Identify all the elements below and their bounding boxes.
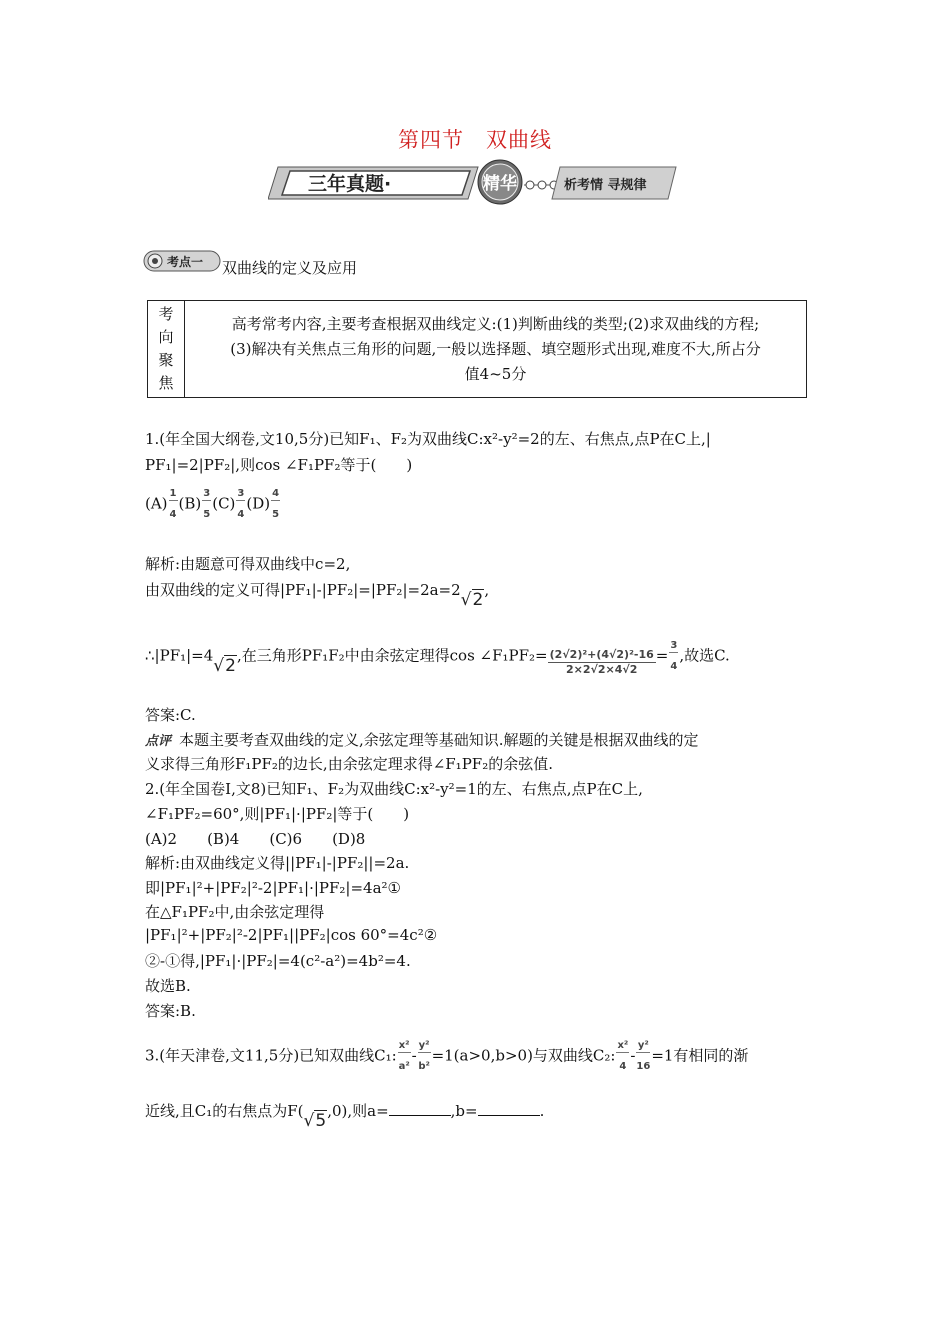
fraction: $\frac{\text{x²}}{4}$ (617, 1040, 629, 1072)
fraction: $\frac{\text{y²}}{16}$ (636, 1040, 651, 1072)
q1-comment-line1: 点评 本题主要考查双曲线的定义,余弦定理等基础知识.解题的关键是根据双曲线的定 (145, 731, 699, 749)
banner-main-text: 三年真题· (308, 173, 392, 195)
focus-body-line: (3)解决有关焦点三角形的问题,一般以选择题、填空题形式出现,难度不大,所占分 (230, 339, 761, 358)
fraction: $\frac{\text{y²}}{\text{b²}}$ (418, 1040, 430, 1072)
q2-solution-line5: ②-①得,|PF₁|·|PF₂|=4(c²-a²)=4b²=4. (145, 952, 411, 970)
section-title: 第四节 双曲线 (398, 128, 552, 152)
q1-stem-line2: PF₁|=2|PF₂|,则cos ∠F₁PF₂等于( ) (145, 456, 413, 474)
sqrt-symbol: √5 (303, 1111, 327, 1131)
focus-body-line: 值4~5分 (464, 364, 527, 383)
focus-head-char: 考 (158, 305, 174, 323)
q3-stem-line2: 近线,且C₁的右焦点为F(√5,0),则a= ,b= . (145, 1102, 545, 1131)
fraction: $\frac{\text{x²}}{\text{a²}}$ (398, 1040, 410, 1072)
focus-head-char: 向 (158, 328, 174, 346)
sqrt-symbol: √2 (213, 655, 236, 676)
cosine-fraction: $\frac{\text{(2√2)²+(4√2)²-16}}{2\times 2√2\times 4√2}$ (549, 648, 654, 676)
answer-blank-b[interactable] (478, 1101, 540, 1116)
banner-tag-text: 析考情 寻规律 (564, 178, 647, 193)
focus-table-body (185, 301, 807, 398)
header-banner (268, 155, 688, 207)
q1-solution-line3: ∴|PF₁|=4√2,在三角形PF₁F₂中由余弦定理得cos ∠F₁PF₂= $\frac{\text{(2√2)²+(4√2)²-16}}{2\times 2√2\times 4√2}=$ $\frac{3}{4}$ ,故选C. (145, 640, 730, 676)
q1-stem-line1: 1.(年全国大纲卷,文10,5分)已知F₁、F₂为双曲线C:x²-y²=2的左、右焦点,点P在C上,| (145, 430, 711, 448)
option-label: (C) (212, 494, 236, 513)
kaodian-title: 双曲线的定义及应用 (222, 259, 358, 277)
q1-comment-line2: 义求得三角形F₁PF₂的边长,由余弦定理求得∠F₁PF₂的余弦值. (145, 755, 553, 773)
focus-table-head (148, 301, 185, 398)
q1-answer: 答案:C. (145, 706, 196, 724)
q2-solution-line4: |PF₁|²+|PF₂|²-2|PF₁||PF₂|cos 60°=4c²② (145, 926, 438, 944)
option-fraction: $\frac{4}{5}$ (272, 488, 280, 520)
q2-stem-line2: ∠F₁PF₂=60°,则|PF₁|·|PF₂|等于( ) (145, 805, 410, 823)
banner-badge-text: 精华 (483, 174, 517, 194)
answer-blank-a[interactable] (389, 1101, 451, 1116)
q3-stem-line1: 3.(年天津卷,文11,5分)已知双曲线C₁: $\frac{\text{x²}}{\text{a²}}$ - $\frac{\text{y²}}{\text{b²}}$ =1(a>0,b>0)与双曲线C₂: $\frac{\text{x²}}{4}$ - $\frac{\text{y²}}{16}$ =1有相同的渐 (145, 1040, 749, 1072)
result-fraction: $\frac{3}{4}$ (670, 640, 678, 672)
sqrt-symbol: √2 (460, 590, 484, 610)
q2-options: (A)2 (B)4 (C)6 (D)8 (145, 830, 366, 848)
focus-head-char: 聚 (158, 351, 174, 369)
q1-solution-line1: 解析:由题意可得双曲线中c=2, (145, 555, 351, 573)
q2-solution-line2: 即|PF₁|²+|PF₂|²-2|PF₁|·|PF₂|=4a²① (145, 879, 401, 897)
q2-answer: 答案:B. (145, 1002, 196, 1020)
q2-solution-line6: 故选B. (145, 977, 191, 995)
q1-solution-line2: 由双曲线的定义可得|PF₁|-|PF₂|=|PF₂|=2a=2√2, (145, 581, 490, 610)
option-label: (A) (145, 494, 168, 513)
kaodian-badge-text: 考点一 (167, 255, 204, 269)
q2-stem-line1: 2.(年全国卷Ⅰ,文8)已知F₁、F₂为双曲线C:x²-y²=1的左、右焦点,点P在C上, (145, 780, 643, 798)
focus-body-line: 高考常考内容,主要考查根据双曲线定义:(1)判断曲线的类型;(2)求双曲线的方程; (231, 314, 760, 333)
focus-head-char: 焦 (158, 374, 174, 392)
comment-badge: 点评 (145, 734, 172, 749)
focus-table (147, 300, 807, 398)
option-fraction: $\frac{3}{4}$ (237, 488, 245, 520)
option-fraction: $\frac{3}{5}$ (203, 488, 211, 520)
option-label: (B) (178, 494, 202, 513)
q2-solution-line1: 解析:由双曲线定义得||PF₁|-|PF₂||=2a. (145, 854, 410, 872)
q1-options (145, 488, 281, 521)
option-fraction: $\frac{1}{4}$ (169, 488, 177, 520)
kaodian-badge (143, 250, 221, 272)
option-label: (D) (246, 494, 271, 513)
q2-solution-line3: 在△F₁PF₂中,由余弦定理得 (145, 903, 325, 921)
